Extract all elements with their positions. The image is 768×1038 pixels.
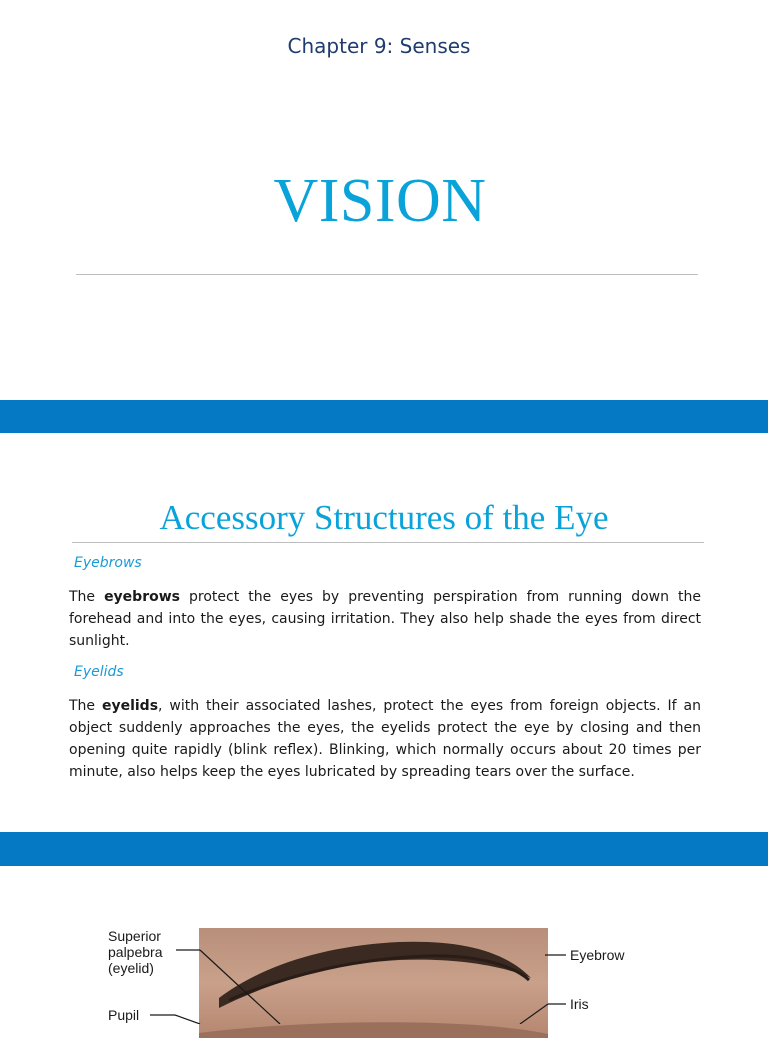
- leader-lines: [0, 866, 768, 1024]
- label-eyebrow: Eyebrow: [570, 947, 625, 963]
- eyelids-para-pre: The: [69, 698, 102, 714]
- label-iris: Iris: [570, 996, 589, 1012]
- slide-heading: Accessory Structures of the Eye: [159, 498, 609, 537]
- slide-separator-band: [0, 832, 768, 866]
- eyelids-paragraph: [69, 695, 701, 783]
- leader-line-eyelid-diag: [200, 950, 280, 1024]
- eyelids-term: eyelids: [101, 698, 159, 714]
- slide-separator-band: [0, 400, 768, 434]
- slide-title: VISION: [273, 167, 487, 235]
- leader-line-pupil-diag: [175, 1015, 200, 1024]
- accessory-structures-slide: [0, 433, 768, 830]
- eyebrows-para-pre: The: [69, 589, 105, 605]
- eyelids-para-post: , with their associated lashes, protect the eyes from foreign objects. If an object suddenly approaches the eyes, the eyelids protect the eye by closing and then opening quite rapidly (blink reflex). Blinking, which normally occurs about 20 times per minute, also helps keep the eyes lubricated by spreading tears over the surface.: [69, 698, 701, 780]
- heading-divider: [72, 542, 704, 543]
- eyelids-subheading: Eyelids: [74, 664, 124, 680]
- eye-diagram-slide: [0, 866, 768, 1024]
- title-divider: [76, 274, 698, 275]
- chapter-heading: Chapter 9: Senses: [287, 34, 471, 58]
- eyebrows-term: eyebrows: [104, 589, 180, 605]
- eyebrows-paragraph: [69, 586, 701, 652]
- label-line: (eyelid): [108, 960, 154, 976]
- eyebrows-para-post: protect the eyes by preventing perspiration from running down the forehead and into the eyes, causing irritation. They also help shade the eyes from direct sunlight.: [69, 589, 701, 649]
- label-line: palpebra: [108, 944, 163, 960]
- title-slide: [0, 0, 768, 400]
- leader-line-iris-diag: [520, 1004, 548, 1024]
- eyebrows-subheading: Eyebrows: [74, 555, 142, 571]
- label-line: Superior: [108, 928, 161, 944]
- label-pupil: Pupil: [108, 1007, 140, 1023]
